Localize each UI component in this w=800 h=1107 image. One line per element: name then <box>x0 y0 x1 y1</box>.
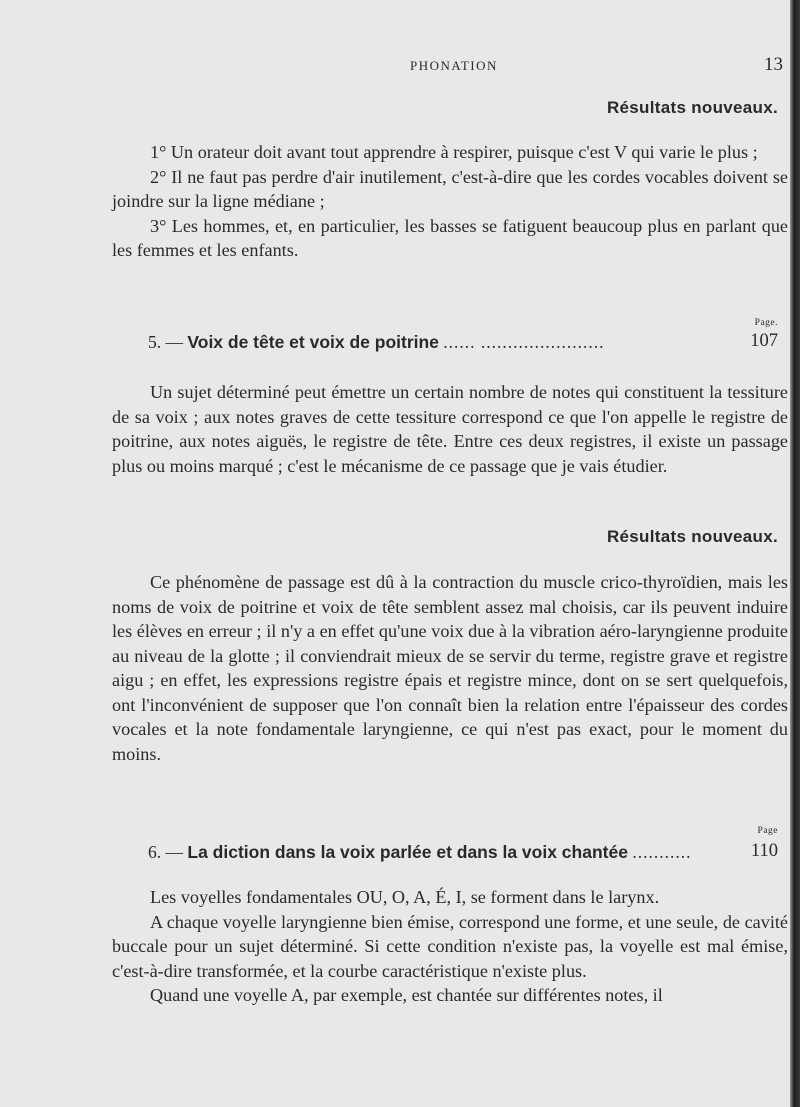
section-6-entry <box>148 842 691 863</box>
results-heading-2: Résultats nouveaux. <box>606 527 778 546</box>
page-column-label: Page. <box>754 318 778 328</box>
section-number: 6. — <box>148 842 183 862</box>
paragraph: A chaque voyelle laryngienne bien émise, correspond une forme, et une seule, de cavité buccale pour un sujet déterminé. Si cette condition n'existe pas, la voyelle est mal émise, c'est-à-dire transformée, et la courbe caractéristique n'existe plus. <box>112 911 788 981</box>
section-number: 5. — <box>148 332 183 352</box>
paragraph-group <box>112 885 788 1008</box>
paragraph: Les voyelles fondamentales OU, O, A, É, I, se forment dans le larynx. <box>150 887 660 907</box>
leader-dots: ........... <box>632 842 692 862</box>
numbered-list <box>112 140 788 263</box>
paragraph: Quand une voyelle A, par exemple, est chantée sur différentes notes, il <box>150 985 663 1005</box>
section-title: Voix de tête et voix de poitrine <box>187 332 439 352</box>
results-heading-1: Résultats nouveaux. <box>606 98 778 117</box>
list-item: 2° Il ne faut pas perdre d'air inutilement, c'est-à-dire que les cordes vocables doivent se joindre sur la ligne médiane ; <box>112 166 788 211</box>
running-title: PHONATION <box>410 58 498 73</box>
paragraph: Un sujet déterminé peut émettre un certain nombre de notes qui constituent la tessiture de sa voix ; aux notes graves de cette tessiture correspond ce que l'on appelle le registre de poitrine, aux notes aiguës, le registre de tête. Entre ces deux registres, il existe un passage plus ou moins marqué ; c'est le mécanisme de ce passage que je vais étudier. <box>112 382 788 476</box>
page-number: 13 <box>764 54 783 75</box>
list-item: 3° Les hommes, et, en particulier, les basses se fatiguent beaucoup plus en parlant que les femmes et les enfants. <box>112 215 788 260</box>
list-item: 1° Un orateur doit avant tout apprendre à respirer, puisque c'est V qui varie le plus ; <box>150 142 758 162</box>
section-page-number: 107 <box>750 331 778 351</box>
page-column-label: Page <box>757 826 778 836</box>
page-edge-shadow <box>790 0 800 1107</box>
section-5-entry <box>148 332 605 353</box>
leader-dots: ...... ....................... <box>443 332 605 352</box>
paragraph: Ce phénomène de passage est dû à la contraction du muscle crico-thyroïdien, mais les noms de voix de poitrine et voix de tête semblent assez mal choisis, car ils peuvent induire les élèves en erreur ; il n'y a en effet qu'une voix due à la vibration aéro-laryngienne produite au niveau de la glotte ; il conviendrait mieux de se servir du terme, registre grave et registre aigu ; en effet, les expressions registre épais et registre mince, dont on se sert quelquefois, ont l'inconvénient de supposer que l'on connaît bien la relation entre l'épaisseur des cordes vocales et la note fondamentale laryngienne, ce qui n'est pas exact, pour le moment du moins. <box>112 572 788 764</box>
section-title: La diction dans la voix parlée et dans la voix chantée <box>187 842 628 862</box>
section-page-number: 110 <box>750 841 778 861</box>
